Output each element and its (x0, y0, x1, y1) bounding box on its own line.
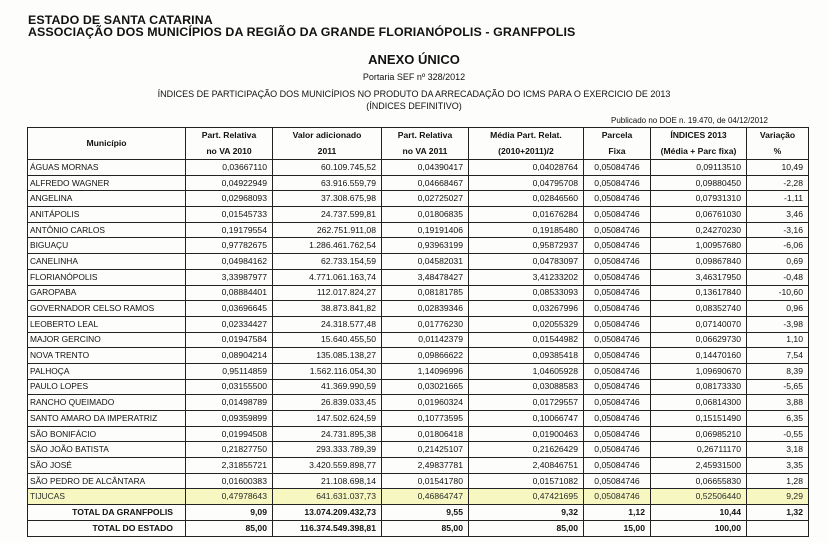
cell-pr2011: 0,01142379 (382, 332, 469, 348)
cell-va2011: 112.017.824,27 (273, 285, 382, 301)
cell-pr2010: 0,01994508 (186, 426, 273, 442)
cell-municipio: MAJOR GERCINO (28, 332, 186, 348)
cell-media: 0,01676284 (469, 207, 584, 223)
cell-pr2010: 0,95114859 (186, 363, 273, 379)
cell-fixa: 0,05084746 (584, 207, 651, 223)
cell-indice: 0,52506440 (651, 489, 747, 505)
cell-pr2010: 0,01498789 (186, 395, 273, 411)
cell-media: 0,04028764 (469, 160, 584, 176)
cell-pr2010: 0,01947584 (186, 332, 273, 348)
table-row (28, 316, 809, 332)
cell-fixa: 0,05084746 (584, 160, 651, 176)
cell-media: 0,01729557 (469, 395, 584, 411)
total-indice: 100,00 (651, 520, 747, 536)
cell-pr2011: 0,04668467 (382, 175, 469, 191)
cell-municipio: BIGUAÇU (28, 238, 186, 254)
cell-pr2011: 3,48478427 (382, 269, 469, 285)
col-subheader-variacao: % (747, 144, 809, 160)
cell-municipio: ANGELINA (28, 191, 186, 207)
cell-va2011: 1.562.116.054,30 (273, 363, 382, 379)
cell-media: 0,19185480 (469, 222, 584, 238)
cell-variacao: -5,65 (747, 379, 809, 395)
cell-media: 2,40846751 (469, 458, 584, 474)
cell-municipio: SÃO JOÃO BATISTA (28, 442, 186, 458)
cell-fixa: 0,05084746 (584, 426, 651, 442)
cell-municipio: SÃO JOSÉ (28, 458, 186, 474)
cell-variacao: 1,28 (747, 473, 809, 489)
col-subheader-va2011: 2011 (273, 144, 382, 160)
cell-pr2010: 0,04984162 (186, 254, 273, 270)
col-header-va2011: Valor adicionado (273, 128, 382, 144)
cell-fixa: 0,05084746 (584, 489, 651, 505)
table-row (28, 332, 809, 348)
cell-pr2010: 0,04922949 (186, 175, 273, 191)
cell-va2011: 24.731.895,38 (273, 426, 382, 442)
table-row (28, 191, 809, 207)
table-row (28, 285, 809, 301)
cell-variacao: -2,28 (747, 175, 809, 191)
cell-pr2010: 0,08904214 (186, 348, 273, 364)
table-row (28, 160, 809, 176)
table-row (28, 269, 809, 285)
total-variacao: 1,32 (747, 505, 809, 521)
cell-pr2010: 2,31855721 (186, 458, 273, 474)
cell-pr2010: 0,08884401 (186, 285, 273, 301)
cell-va2011: 24.318.577,48 (273, 316, 382, 332)
publication-note: Publicado no DOE n. 19.470, de 04/12/2012 (610, 116, 768, 125)
table-row (28, 489, 809, 505)
cell-municipio: NOVA TRENTO (28, 348, 186, 364)
total-pr2011: 85,00 (382, 520, 469, 536)
cell-municipio: GAROPABA (28, 285, 186, 301)
cell-media: 0,03088583 (469, 379, 584, 395)
cell-municipio: SÃO BONIFÁCIO (28, 426, 186, 442)
portaria-line: Portaria SEF nº 328/2012 (362, 72, 466, 82)
total-va2011: 116.374.549.398,81 (273, 520, 382, 536)
cell-media: 0,02055329 (469, 316, 584, 332)
cell-media: 0,10066747 (469, 411, 584, 427)
cell-pr2011: 0,04582031 (382, 254, 469, 270)
cell-indice: 0,08352740 (651, 301, 747, 317)
cell-municipio: RANCHO QUEIMADO (28, 395, 186, 411)
table-row (28, 473, 809, 489)
table-row (28, 426, 809, 442)
col-header-pr2011: Part. Relativa (382, 128, 469, 144)
cell-variacao: 0,96 (747, 301, 809, 317)
cell-indice: 3,46317950 (651, 269, 747, 285)
table-row (28, 254, 809, 270)
cell-media: 0,47421695 (469, 489, 584, 505)
cell-variacao: -1,11 (747, 191, 809, 207)
col-header-municipio: Município (28, 128, 186, 160)
cell-variacao: 1,10 (747, 332, 809, 348)
cell-va2011: 60.109.745,52 (273, 160, 382, 176)
cell-pr2011: 0,04390417 (382, 160, 469, 176)
cell-municipio: SÃO PEDRO DE ALCÂNTARA (28, 473, 186, 489)
cell-va2011: 26.839.033,45 (273, 395, 382, 411)
table-row (28, 363, 809, 379)
cell-va2011: 62.733.154,59 (273, 254, 382, 270)
cell-municipio: ALFREDO WAGNER (28, 175, 186, 191)
cell-pr2011: 0,01960324 (382, 395, 469, 411)
cell-indice: 0,09113510 (651, 160, 747, 176)
cell-variacao: -0,55 (747, 426, 809, 442)
document-title: ANEXO ÚNICO (368, 52, 460, 67)
cell-indice: 0,06985210 (651, 426, 747, 442)
cell-municipio: TIJUCAS (28, 489, 186, 505)
cell-va2011: 147.502.624,59 (273, 411, 382, 427)
cell-variacao: 0,69 (747, 254, 809, 270)
col-subheader-fixa: Fixa (584, 144, 651, 160)
cell-pr2010: 0,03696645 (186, 301, 273, 317)
cell-indice: 2,45931500 (651, 458, 747, 474)
cell-fixa: 0,05084746 (584, 348, 651, 364)
cell-pr2010: 0,21827750 (186, 442, 273, 458)
cell-variacao: 3,18 (747, 442, 809, 458)
cell-pr2011: 1,14096996 (382, 363, 469, 379)
col-header-media: Média Part. Relat. (469, 128, 584, 144)
cell-pr2010: 0,01545733 (186, 207, 273, 223)
cell-fixa: 0,05084746 (584, 363, 651, 379)
cell-media: 0,01900463 (469, 426, 584, 442)
cell-variacao: -10,60 (747, 285, 809, 301)
cell-indice: 1,00957680 (651, 238, 747, 254)
cell-pr2011: 0,09866622 (382, 348, 469, 364)
cell-media: 1,04605928 (469, 363, 584, 379)
table-row (28, 207, 809, 223)
cell-fixa: 0,05084746 (584, 254, 651, 270)
cell-indice: 0,14470160 (651, 348, 747, 364)
cell-media: 3,41233202 (469, 269, 584, 285)
cell-pr2011: 0,10773595 (382, 411, 469, 427)
cell-variacao: -3,98 (747, 316, 809, 332)
cell-va2011: 21.108.698,14 (273, 473, 382, 489)
cell-media: 0,01571082 (469, 473, 584, 489)
table-row (28, 175, 809, 191)
cell-municipio: SANTO AMARO DA IMPERATRIZ (28, 411, 186, 427)
cell-media: 0,02846560 (469, 191, 584, 207)
cell-pr2011: 0,01776230 (382, 316, 469, 332)
icms-index-table (27, 127, 809, 537)
table-row (28, 458, 809, 474)
cell-pr2010: 0,19179554 (186, 222, 273, 238)
cell-variacao: 9,29 (747, 489, 809, 505)
col-subheader-media: (2010+2011)/2 (469, 144, 584, 160)
cell-pr2010: 0,02968093 (186, 191, 273, 207)
association-header: ASSOCIAÇÃO DOS MUNICÍPIOS DA REGIÃO DA GRANDE FLORIANÓPOLIS - GRANFPOLIS (28, 25, 576, 39)
total-variacao (747, 520, 809, 536)
cell-fixa: 0,05084746 (584, 316, 651, 332)
cell-indice: 0,07931310 (651, 191, 747, 207)
col-subheader-indice: (Média + Parc fixa) (651, 144, 747, 160)
cell-pr2010: 3,33987977 (186, 269, 273, 285)
cell-pr2011: 0,01806835 (382, 207, 469, 223)
col-subheader-pr2010: no VA 2010 (186, 144, 273, 160)
cell-indice: 0,08173330 (651, 379, 747, 395)
cell-variacao: 6,35 (747, 411, 809, 427)
cell-indice: 0,26711170 (651, 442, 747, 458)
cell-municipio: PAULO LOPES (28, 379, 186, 395)
cell-va2011: 4.771.061.163,74 (273, 269, 382, 285)
cell-media: 0,01544982 (469, 332, 584, 348)
cell-pr2011: 0,08181785 (382, 285, 469, 301)
cell-pr2011: 0,46864747 (382, 489, 469, 505)
cell-indice: 0,06655830 (651, 473, 747, 489)
cell-media: 0,08533093 (469, 285, 584, 301)
cell-variacao: 3,46 (747, 207, 809, 223)
cell-variacao: 10,49 (747, 160, 809, 176)
document-subtitle: ÍNDICES DE PARTICIPAÇÃO DOS MUNICÍPIOS NO PRODUTO DA ARRECADAÇÃO DO ICMS PARA O EXERCICIO DE 2013 (157, 89, 671, 99)
cell-pr2011: 0,02839346 (382, 301, 469, 317)
col-header-pr2010: Part. Relativa (186, 128, 273, 144)
cell-pr2010: 0,02334427 (186, 316, 273, 332)
cell-municipio: ÁGUAS MORNAS (28, 160, 186, 176)
cell-media: 0,21626429 (469, 442, 584, 458)
cell-municipio: CANELINHA (28, 254, 186, 270)
state-header: ESTADO DE SANTA CATARINA (28, 13, 213, 27)
cell-va2011: 15.640.455,50 (273, 332, 382, 348)
cell-indice: 1,09690670 (651, 363, 747, 379)
table-row (28, 442, 809, 458)
cell-fixa: 0,05084746 (584, 191, 651, 207)
cell-fixa: 0,05084746 (584, 222, 651, 238)
cell-variacao: 3,88 (747, 395, 809, 411)
cell-pr2011: 0,01541780 (382, 473, 469, 489)
cell-va2011: 641.631.037,73 (273, 489, 382, 505)
cell-media: 0,04783097 (469, 254, 584, 270)
col-header-indice: ÍNDICES 2013 (651, 128, 747, 144)
cell-municipio: FLORIANÓPOLIS (28, 269, 186, 285)
cell-media: 0,04795708 (469, 175, 584, 191)
cell-indice: 0,09867840 (651, 254, 747, 270)
total-row (28, 520, 809, 536)
cell-pr2011: 0,21425107 (382, 442, 469, 458)
cell-va2011: 135.085.138,27 (273, 348, 382, 364)
cell-media: 0,09385418 (469, 348, 584, 364)
cell-pr2011: 2,49837781 (382, 458, 469, 474)
cell-pr2010: 0,97782675 (186, 238, 273, 254)
table-row (28, 301, 809, 317)
total-media: 85,00 (469, 520, 584, 536)
cell-va2011: 37.308.675,98 (273, 191, 382, 207)
cell-va2011: 293.333.789,39 (273, 442, 382, 458)
cell-media: 0,03267996 (469, 301, 584, 317)
cell-municipio: ANITÁPOLIS (28, 207, 186, 223)
cell-fixa: 0,05084746 (584, 285, 651, 301)
document-subtitle-2: (ÍNDICES DEFINITIVO) (366, 101, 462, 111)
cell-fixa: 0,05084746 (584, 332, 651, 348)
table-row (28, 379, 809, 395)
total-fixa: 1,12 (584, 505, 651, 521)
cell-va2011: 3.420.559.898,77 (273, 458, 382, 474)
cell-pr2010: 0,01600383 (186, 473, 273, 489)
total-label: TOTAL DA GRANFPOLIS (28, 505, 186, 521)
cell-media: 0,95872937 (469, 238, 584, 254)
cell-fixa: 0,05084746 (584, 175, 651, 191)
cell-fixa: 0,05084746 (584, 395, 651, 411)
cell-indice: 0,06761030 (651, 207, 747, 223)
total-va2011: 13.074.209.432,73 (273, 505, 382, 521)
cell-pr2010: 0,09359899 (186, 411, 273, 427)
cell-municipio: GOVERNADOR CELSO RAMOS (28, 301, 186, 317)
cell-pr2011: 0,02725027 (382, 191, 469, 207)
cell-pr2011: 0,93963199 (382, 238, 469, 254)
cell-variacao: 7,54 (747, 348, 809, 364)
total-media: 9,32 (469, 505, 584, 521)
cell-fixa: 0,05084746 (584, 411, 651, 427)
total-pr2011: 9,55 (382, 505, 469, 521)
cell-pr2010: 0,03155500 (186, 379, 273, 395)
cell-indice: 0,06629730 (651, 332, 747, 348)
cell-municipio: ANTÔNIO CARLOS (28, 222, 186, 238)
cell-indice: 0,09880450 (651, 175, 747, 191)
cell-fixa: 0,05084746 (584, 458, 651, 474)
cell-fixa: 0,05084746 (584, 473, 651, 489)
cell-pr2010: 0,03667110 (186, 160, 273, 176)
cell-pr2011: 0,19191406 (382, 222, 469, 238)
cell-variacao: -3,16 (747, 222, 809, 238)
cell-variacao: 3,35 (747, 458, 809, 474)
cell-va2011: 38.873.841,82 (273, 301, 382, 317)
cell-fixa: 0,05084746 (584, 442, 651, 458)
cell-va2011: 24.737.599,81 (273, 207, 382, 223)
cell-indice: 0,06814300 (651, 395, 747, 411)
total-pr2010: 9,09 (186, 505, 273, 521)
table-row (28, 395, 809, 411)
cell-fixa: 0,05084746 (584, 301, 651, 317)
cell-fixa: 0,05084746 (584, 379, 651, 395)
table-row (28, 411, 809, 427)
cell-municipio: LEOBERTO LEAL (28, 316, 186, 332)
total-label: TOTAL DO ESTADO (28, 520, 186, 536)
cell-pr2010: 0,47978643 (186, 489, 273, 505)
total-fixa: 15,00 (584, 520, 651, 536)
cell-pr2011: 0,01806418 (382, 426, 469, 442)
cell-variacao: -6,06 (747, 238, 809, 254)
cell-fixa: 0,05084746 (584, 238, 651, 254)
cell-indice: 0,13617840 (651, 285, 747, 301)
total-indice: 10,44 (651, 505, 747, 521)
table-row (28, 238, 809, 254)
cell-municipio: PALHOÇA (28, 363, 186, 379)
cell-va2011: 41.369.990,59 (273, 379, 382, 395)
col-header-fixa: Parcela (584, 128, 651, 144)
col-subheader-pr2011: no VA 2011 (382, 144, 469, 160)
cell-variacao: -0,48 (747, 269, 809, 285)
cell-pr2011: 0,03021665 (382, 379, 469, 395)
cell-indice: 0,15151490 (651, 411, 747, 427)
total-pr2010: 85,00 (186, 520, 273, 536)
table-row (28, 348, 809, 364)
cell-va2011: 63.916.559,79 (273, 175, 382, 191)
table-row (28, 222, 809, 238)
cell-variacao: 8,39 (747, 363, 809, 379)
cell-fixa: 0,05084746 (584, 269, 651, 285)
cell-indice: 0,24270230 (651, 222, 747, 238)
total-row (28, 505, 809, 521)
cell-va2011: 1.286.461.762,54 (273, 238, 382, 254)
cell-va2011: 262.751.911,08 (273, 222, 382, 238)
cell-indice: 0,07140070 (651, 316, 747, 332)
col-header-variacao: Variação (747, 128, 809, 144)
